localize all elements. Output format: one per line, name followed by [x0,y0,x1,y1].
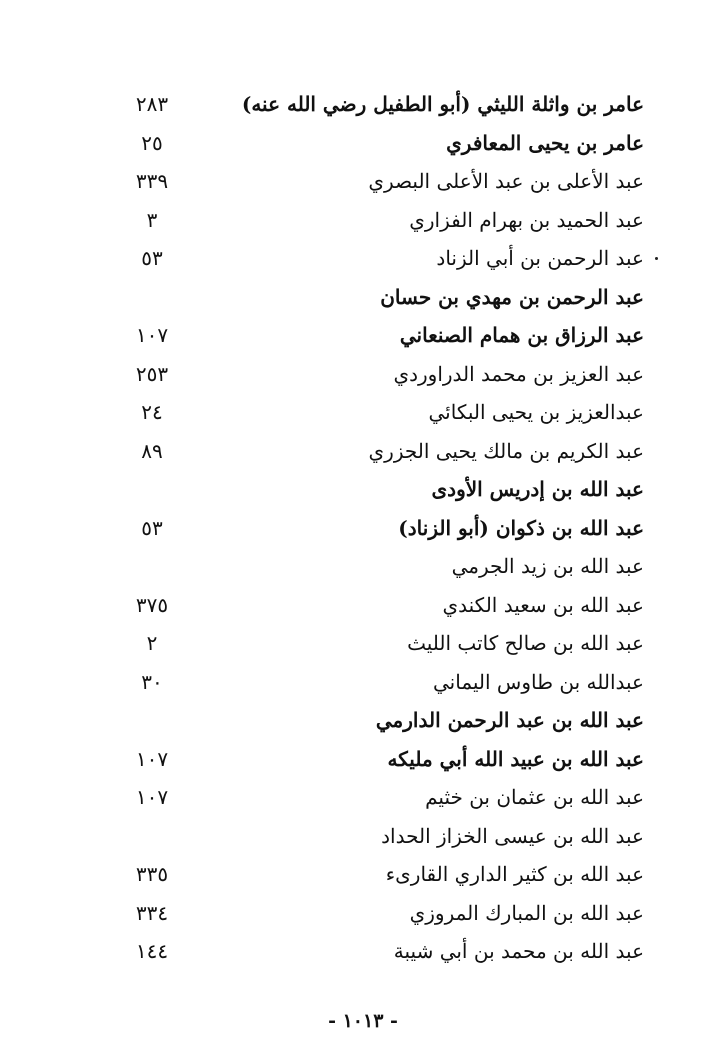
index-entry [100,510,650,549]
index-entry [100,779,650,818]
entry-name: عبدالعزيز بن يحيى البكائي [428,400,644,424]
entry-page-ref: ٣٣٤ [135,900,169,925]
entry-name: عبد الله بن سعيد الكندي [442,592,644,617]
entry-page-ref: ٣٧٥ [135,592,169,617]
entry-name: عبد الله بن كثير الداري القارىء [385,862,644,886]
entry-name: عبد الله بن المبارك المروزي [409,900,644,925]
entry-name: عبد العزيز بن محمد الدراوردي [393,361,644,386]
entry-name: عبد الله بن عثمان بن خثيم [425,785,644,809]
index-entry [100,433,650,472]
entry-name: عبد الأعلى بن عبد الأعلى البصري [368,169,644,193]
index-entry [100,702,650,741]
entry-name: عبد الحميد بن بهرام الفزاري [409,207,644,232]
entry-page-ref: ١٠٧ [135,746,169,771]
index-entry [100,664,650,703]
index-entry [100,587,650,626]
entry-name: عبد الله بن محمد بن أبي شيبة [393,939,644,963]
index-entry [100,394,650,433]
index-entry [100,741,650,780]
entry-name: عبد الرحمن بن مهدي بن حسان [380,284,644,309]
entry-page-ref: ٢٥ [141,130,163,155]
entry-page-ref: ٢٥٣ [135,361,169,386]
entry-page-ref: ٢٨٣ [135,92,169,116]
entry-page-ref: ٣٣٩ [135,169,169,193]
entry-page-ref: ٢ [146,631,158,655]
entry-page-ref: ٢٤ [141,400,163,424]
print-speck [655,257,658,260]
index-entry [100,202,650,241]
entry-name: عبد الله بن ذكوان (أبو الزناد) [398,515,644,540]
index-entry [100,317,650,356]
entry-page-ref: ٥٣ [141,515,163,540]
entry-page-ref: ١٤٤ [135,939,169,963]
index-entry [100,548,650,587]
entry-page-ref: ٣٣٥ [135,862,169,886]
index-entry [100,933,650,972]
entry-page-ref: ١٠٧ [135,785,169,809]
index-entry [100,240,650,279]
entry-page-ref: ٣٠ [141,669,163,694]
narrator-index-list [100,86,650,972]
index-entry [100,125,650,164]
index-entry [100,895,650,934]
entry-name: عبد الله بن زيد الجرمي [451,554,644,578]
index-entry [100,625,650,664]
entry-page-ref: ٥٣ [141,246,163,270]
entry-name: عبد الرزاق بن همام الصنعاني [399,323,644,347]
index-entry [100,856,650,895]
entry-name: عامر بن واثلة الليثي (أبو الطفيل رضي الله عنه) [241,92,644,116]
entry-name: عبد الرحمن بن أبي الزناد [436,246,644,270]
entry-name: عبد الله بن صالح كاتب الليث [407,631,644,655]
page-number: - ١٠١٣ - [328,1010,398,1032]
entry-name: عبد الله بن عبيد الله أبي مليكه [387,746,644,771]
entry-name: عبد الكريم بن مالك يحيى الجزري [368,438,644,463]
index-entry [100,818,650,857]
entry-page-ref: ٣ [146,207,158,232]
entry-name: عبدالله بن طاوس اليماني [433,669,644,694]
index-entry [100,279,650,318]
entry-name: عبد الله بن إدريس الأودى [431,477,644,501]
entry-page-ref: ٨٩ [141,438,163,463]
entry-page-ref: ١٠٧ [135,323,169,347]
entry-name: عامر بن يحيى المعافري [446,130,644,155]
index-entry [100,163,650,202]
index-entry [100,86,650,125]
entry-name: عبد الله بن عيسى الخزاز الحداد [381,823,644,848]
index-entry [100,356,650,395]
index-entry [100,471,650,510]
entry-name: عبد الله بن عبد الرحمن الدارمي [375,708,644,732]
